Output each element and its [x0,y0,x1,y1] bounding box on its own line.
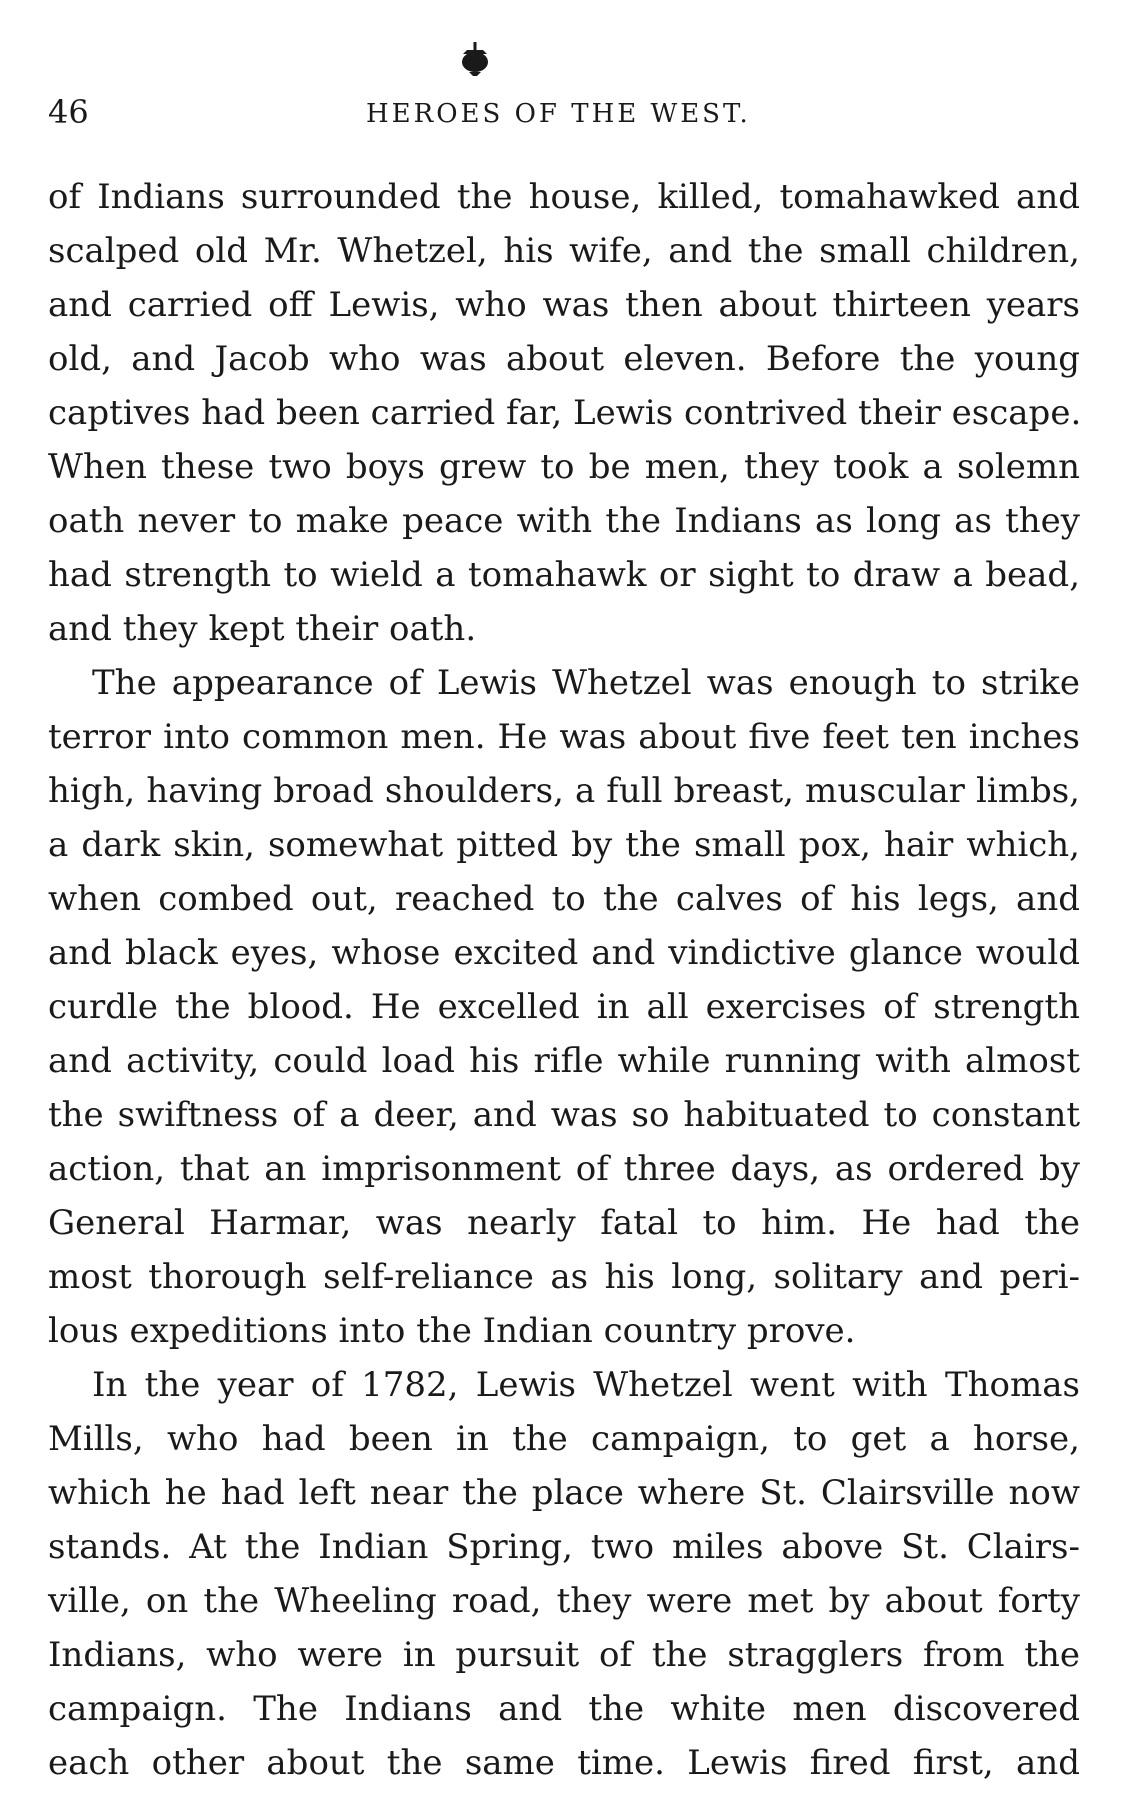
text-line: oath never to make peace with the Indians as long as they [48,501,1080,541]
text-line: captives had been carried far, Lewis contrived their escape. [48,393,1082,433]
text-line: stands. At the Indian Spring, two miles above St. Clairs- [48,1527,1080,1567]
text-line: lous expeditions into the Indian country prove. [48,1311,856,1351]
text-line: In the year of 1782, Lewis Whetzel went with Thomas [92,1365,1080,1405]
ornament-icon [455,40,495,80]
text-line: and activity, could load his rifle while running with almost [48,1041,1080,1081]
text-line: had strength to wield a tomahawk or sight to draw a bead, [48,555,1080,595]
text-line: Indians, who were in pursuit of the stragglers from the [48,1635,1080,1675]
text-line: each other about the same time. Lewis fired first, and [48,1743,1080,1783]
text-line: of Indians surrounded the house, killed, tomahawked and [48,177,1080,217]
text-line: curdle the blood. He excelled in all exercises of strength [48,987,1080,1027]
text-line: campaign. The Indians and the white men discovered [48,1689,1080,1729]
text-line: most thorough self-reliance as his long, solitary and peri- [48,1257,1080,1297]
running-head [48,92,1078,132]
text-line: and carried off Lewis, who was then about thirteen years [48,285,1080,325]
page-number: 46 [48,93,89,131]
text-line: and they kept their oath. [48,609,477,649]
text-line: and black eyes, whose excited and vindictive glance would [48,933,1080,973]
text-line: The appearance of Lewis Whetzel was enough to strike [92,663,1080,703]
text-line: high, having broad shoulders, a full breast, muscular limbs, [48,771,1080,811]
text-line: old, and Jacob who was about eleven. Before the young [48,339,1080,379]
text-line: a dark skin, somewhat pitted by the small pox, hair which, [48,825,1080,865]
text-line: the swiftness of a deer, and was so habituated to constant [48,1095,1080,1135]
text-line: Mills, who had been in the campaign, to get a horse, [48,1419,1080,1459]
text-line: action, that an imprisonment of three days, as ordered by [48,1149,1080,1189]
text-line: When these two boys grew to be men, they took a solemn [48,447,1080,487]
text-line: terror into common men. He was about five feet ten inches [48,717,1080,757]
running-title: HEROES OF THE WEST. [366,99,751,129]
body-text [48,170,1080,1790]
text-line: when combed out, reached to the calves of his legs, and [48,879,1080,919]
text-line: which he had left near the place where St. Clairsville now [48,1473,1080,1513]
text-line: scalped old Mr. Whetzel, his wife, and the small children, [48,231,1080,271]
text-line: General Harmar, was nearly fatal to him. He had the [48,1203,1080,1243]
text-line: ville, on the Wheeling road, they were met by about forty [48,1581,1080,1621]
